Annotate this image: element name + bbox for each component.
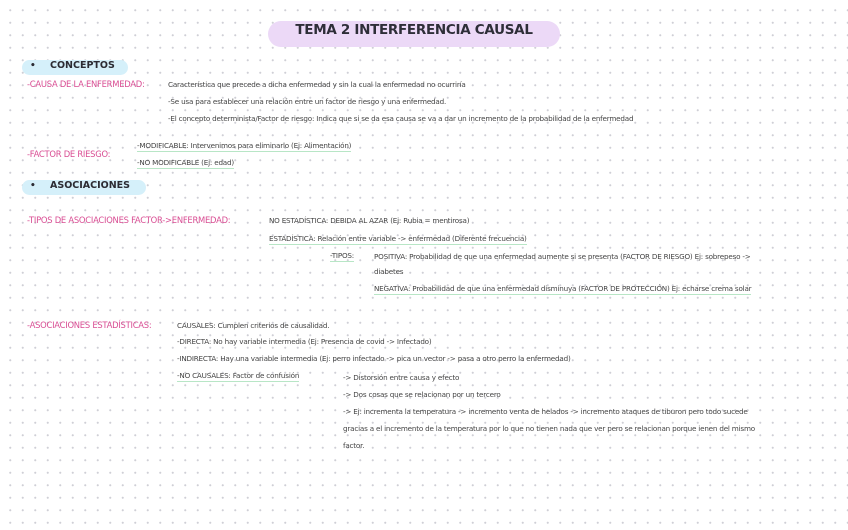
factor-modificable: -MODIFICABLE: Intervenimos para eliminarlo (Ej: Alimentación)	[137, 142, 351, 152]
causa-line-3: -El concepto determinista/Factor de riesgo: Indica que si se da esa causa se va a dar un incremento de la probabilidad de la enfermedad	[168, 114, 634, 123]
causa-line-2: -Se usa para establecer una relación entre un factor de riesgo y una enfermedad.	[168, 97, 447, 106]
causa-definition: Característica que precede a dicha enfermedad y sin la cual la enfermedad no ocurriría	[168, 80, 466, 89]
causa-label: -CAUSA DE LA ENFERMEDAD:	[27, 79, 145, 89]
positiva: POSITIVA: Probabilidad de que una enfermedad aumente si se presenta (FACTOR DE RIESGO) Ej: sobrepeso ->	[374, 252, 751, 261]
no-causales-line-3: -> Ej: incrementa la temperatura -> incremento venta de helados -> incremento ataques de tiburon pero todo sucede	[343, 407, 748, 416]
section-conceptos: CONCEPTOS	[50, 60, 115, 71]
bullet-conceptos: •	[30, 61, 36, 71]
bullet-asociaciones: •	[30, 181, 36, 191]
estadistica: ESTADÍSTICA: Relación entre variable -> enfermedad (Diferente frecuencia)	[269, 235, 527, 245]
no-causales-line-4: gracias a el incremento de la temperatura por lo que no tienen nada que ver pero se relacionan porque ienen del mismo	[343, 424, 755, 433]
causales: CAUSALES: Cumplen criterios de causalidad.	[177, 321, 330, 330]
no-causales-line-2: -> Dos cosas que se relacionan por un tercero	[343, 390, 501, 399]
tipos-asociaciones-label: -TIPOS DE ASOCIACIONES FACTOR->ENFERMEDAD:	[27, 215, 231, 225]
no-causales-line-1: -> Distorsión entre causa y efecto	[343, 373, 460, 382]
positiva-continued: diabetes	[374, 267, 404, 276]
negativa: NEGATIVA: Probabilidad de que una enfermedad disminuya (FACTOR DE PROTECCIÓN) Ej: echarse crema solar	[374, 285, 751, 295]
no-causales-line-5: factor.	[343, 441, 365, 450]
page-title: TEMA 2 INTERFERENCIA CAUSAL	[295, 22, 533, 38]
factor-no-modificable: -NO MODIFICABLE (Ej: edad)	[137, 159, 234, 169]
indirecta: -INDIRECTA: Hay una variable intermedia (Ej: perro infectado -> pica un vector -> pasa a otro perro la enfermedad)	[177, 354, 571, 363]
asociaciones-estadisticas-label: -ASOCIACIONES ESTADÍSTICAS:	[27, 320, 152, 330]
directa: -DIRECTA: No hay variable intermedia (Ej: Presencia de covid -> Infectado)	[177, 337, 432, 346]
no-causales: -NO CAUSALES: Factor de confusión	[177, 372, 299, 382]
tipos-sub-label: -TIPOS:	[330, 252, 354, 262]
no-estadistica: NO ESTADÍSTICA: DEBIDA AL AZAR (Ej: Rubia = mentirosa)	[269, 216, 470, 225]
section-asociaciones: ASOCIACIONES	[50, 180, 130, 191]
factor-riesgo-label: -FACTOR DE RIESGO:	[27, 149, 111, 159]
